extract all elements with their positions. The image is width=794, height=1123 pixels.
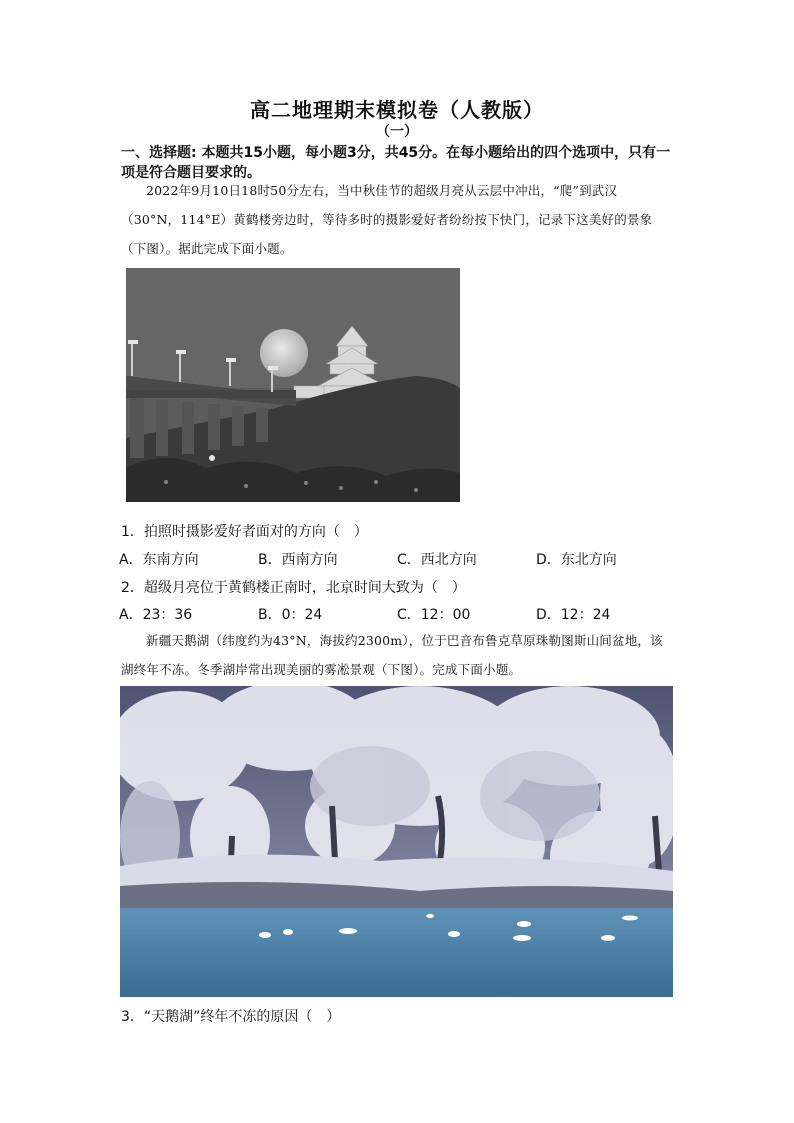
question-2-option-b: B．0：24 bbox=[258, 607, 323, 623]
moon bbox=[260, 329, 308, 377]
passage-2: 新疆天鹅湖（纬度约为43°N，海拔约2300m），位于巴音布鲁克草原珠勒图斯山间盆地，该湖终年不冻。冬季湖岸常出现美丽的雾凇景观（下图）。完成下面小题。 bbox=[121, 633, 663, 677]
photo-swan-lake-rime bbox=[120, 686, 673, 997]
page-title: 高二地理期末模拟卷（人教版） bbox=[250, 98, 544, 122]
passage-1: 2022年9月10日18时50分左右，当中秋佳节的超级月亮从云层中冲出，“爬”到武汉（30°N，114°E）黄鹤楼旁边时，等待多时的摄影爱好者纷纷按下快门，记录下这美好的景象（下图）。据此完成下面小题。 bbox=[121, 183, 653, 256]
question-1-stem: 1．拍照时摄影爱好者面对的方向（ ） bbox=[121, 524, 368, 540]
question-1-option-d: D．东北方向 bbox=[536, 552, 617, 568]
question-2-option-c: C．12：00 bbox=[397, 607, 471, 623]
page-subtitle: （一） bbox=[376, 124, 418, 140]
question-1-option-c: C．西北方向 bbox=[397, 552, 477, 568]
question-3-stem: 3．“天鹅湖”终年不冻的原因（ ） bbox=[121, 1009, 341, 1025]
question-2-option-d: D．12：24 bbox=[536, 607, 611, 623]
question-1-option-a: A．东南方向 bbox=[119, 552, 199, 568]
question-2-option-a: A．23：36 bbox=[119, 607, 193, 623]
question-1-option-b: B．西南方向 bbox=[258, 552, 338, 568]
question-2-stem: 2．超级月亮位于黄鹤楼正南时，北京时间大致为（ ） bbox=[121, 580, 466, 596]
photo-moon-yellow-crane-tower bbox=[126, 268, 460, 502]
section-instruction: 一、选择题: 本题共15小题，每小题3分，共45分。在每小题给出的四个选项中，只有一项是符合题目要求的。 bbox=[121, 145, 671, 181]
